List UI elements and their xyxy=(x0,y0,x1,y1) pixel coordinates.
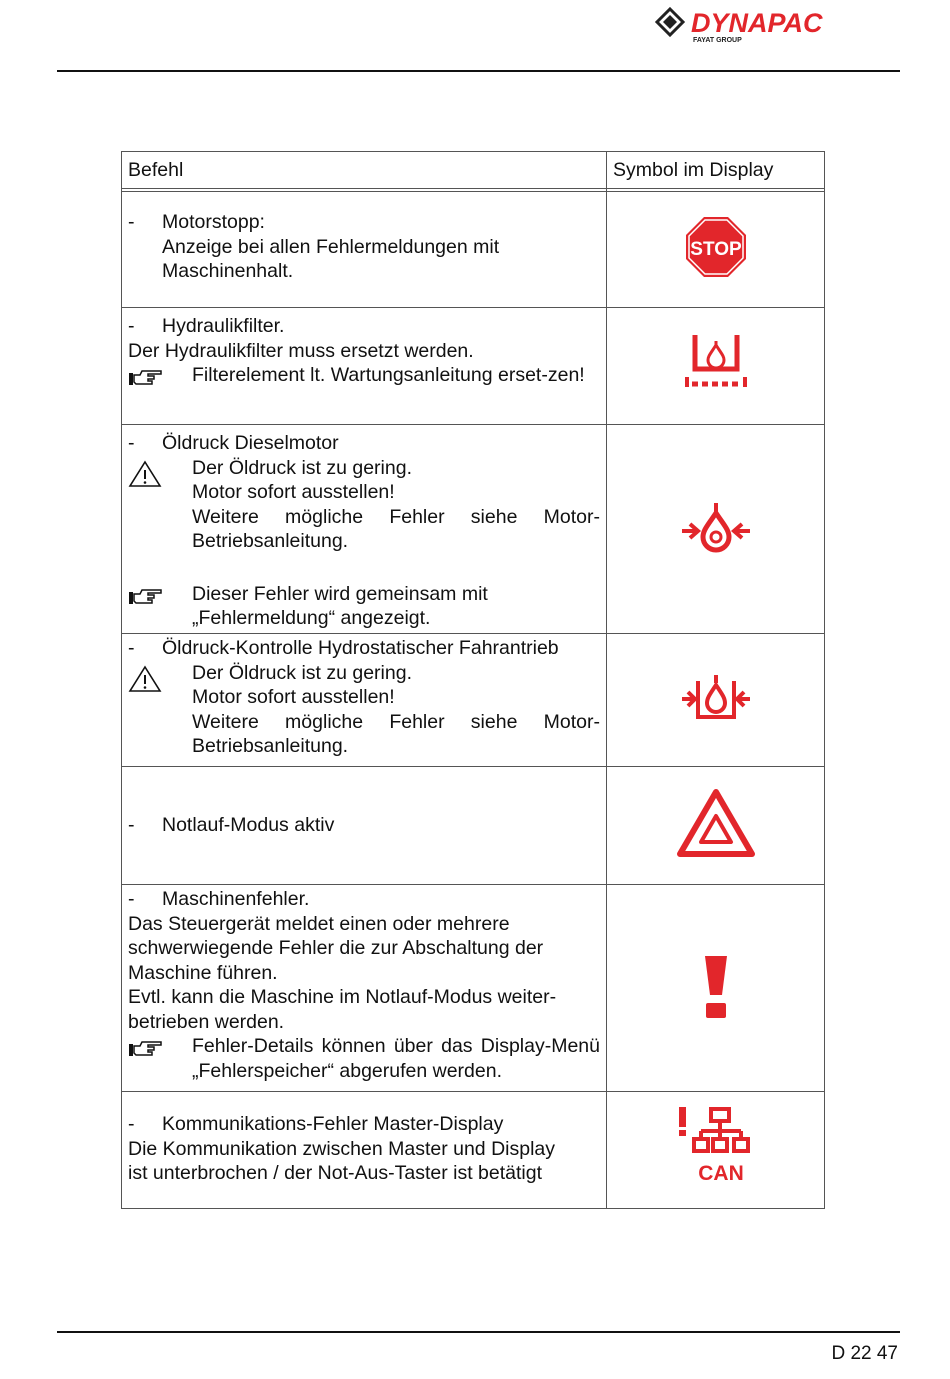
row-title: Öldruck Dieselmotor xyxy=(162,432,339,454)
row-text: Der Hydraulikfilter muss ersetzt werden. xyxy=(128,339,474,362)
row-text: betrieben werden. xyxy=(128,1010,285,1033)
row-text: Maschine führen. xyxy=(128,961,278,984)
svg-text:CAN: CAN xyxy=(697,1161,744,1185)
warning-text: Motor sofort ausstellen! xyxy=(192,481,395,503)
hydraulic-filter-icon xyxy=(681,329,751,399)
exclamation-icon xyxy=(701,953,731,1019)
row-title: Maschinenfehler. xyxy=(162,888,310,910)
row-title: Hydraulikfilter. xyxy=(162,315,285,337)
pointing-hand-icon xyxy=(128,582,192,613)
warning-icon xyxy=(128,661,192,700)
row-text: schwerwiegende Fehler die zur Abschaltung der xyxy=(128,937,544,959)
note-text: Filterelement lt. Wartungsanleitung erset-zen! xyxy=(192,364,585,386)
table-row: - Kommunikations-Fehler Master-Display Die Kommunikation zwischen Master und Display ist unterbrochen / der Not-Aus-Taster ist betätigt CAN xyxy=(122,1092,825,1209)
hazard-triangle-icon xyxy=(676,788,756,858)
table-row xyxy=(122,192,825,308)
row-title: Motorstopp: xyxy=(162,211,265,233)
row-title: Öldruck-Kontrolle Hydrostatischer Fahrantrieb xyxy=(162,637,559,659)
row-text: Evtl. kann die Maschine im Notlauf-Modus weiter- xyxy=(128,986,557,1008)
hydrostatic-oil-pressure-icon xyxy=(680,673,752,723)
can-error-icon xyxy=(671,1103,761,1193)
pointing-hand-icon xyxy=(128,1034,192,1065)
table-header-row xyxy=(122,152,825,189)
warning-text: Weitere mögliche Fehler siehe Motor-Betriebsanleitung. xyxy=(192,710,600,757)
row-text: Maschinenhalt. xyxy=(162,260,294,282)
warning-text: Der Öldruck ist zu gering. xyxy=(192,661,412,684)
logo-subtext: FAYAT GROUP xyxy=(693,37,742,44)
page-number: D 22 47 xyxy=(831,1343,898,1364)
table-row: - Hydraulikfilter. Der Hydraulikfilter muss ersetzt werden. Filterelement lt. Wartungsanleitung erset-zen! xyxy=(122,308,825,425)
note-text: Dieser Fehler wird gemeinsam mit „Fehlermeldung“ angezeigt. xyxy=(192,582,488,629)
table-row: - Notlauf-Modus aktiv xyxy=(122,767,825,885)
engine-oil-pressure-icon xyxy=(680,497,752,557)
pointing-hand-icon xyxy=(128,363,192,394)
note-text: Fehler-Details können über das Display-Menü „Fehlerspeicher“ abgerufen werden. xyxy=(192,1035,600,1082)
row-text: Das Steuergerät meldet einen oder mehrere xyxy=(128,912,510,935)
logo-diamond-icon xyxy=(657,9,683,35)
row-title: Kommunikations-Fehler Master-Display xyxy=(162,1113,504,1135)
dash: - xyxy=(128,211,135,233)
dynapac-logo xyxy=(655,6,905,46)
row-title: Notlauf-Modus aktiv xyxy=(162,814,335,837)
table-row: - Öldruck-Kontrolle Hydrostatischer Fahrantrieb Der Öldruck ist zu gering. Motor sofort ausstellen! Weitere mögliche Fehler siehe Motor-Betriebsanleitung. xyxy=(122,634,825,767)
logo-text: DYNAPAC xyxy=(691,8,823,38)
header-rule xyxy=(57,70,900,72)
stop-icon xyxy=(684,215,748,279)
warning-text: Weitere mögliche Fehler siehe Motor-Betriebsanleitung. xyxy=(192,505,600,552)
table-row: - Maschinenfehler. Das Steuergerät meldet einen oder mehrere schwerwiegende Fehler die zur Abschaltung der Maschine führen. Evtl. kann die Maschine im Notlauf-Modus weiter- betrieben werden. Fehler-Details können über das Display-Menü „Fehlerspeicher“ abgerufen werden. xyxy=(122,885,825,1092)
warning-text: Motor sofort ausstellen! xyxy=(192,686,395,708)
warning-icon xyxy=(128,456,192,495)
row-text: ist unterbrochen / der Not-Aus-Taster ist betätigt xyxy=(128,1162,543,1184)
footer-rule xyxy=(57,1331,900,1333)
svg-text:STOP: STOP xyxy=(689,239,742,260)
row-text: Die Kommunikation zwischen Master und Display xyxy=(128,1137,556,1160)
command-table xyxy=(121,151,825,1209)
row-text: Anzeige bei allen Fehlermeldungen mit xyxy=(162,235,500,258)
header-command: Befehl xyxy=(122,152,607,189)
warning-text: Der Öldruck ist zu gering. xyxy=(192,456,412,479)
header-symbol: Symbol im Display xyxy=(607,152,825,189)
table-row: - Öldruck Dieselmotor Der Öldruck ist zu gering. Motor sofort ausstellen! Weitere mögliche Fehler siehe Motor-Betriebsanleitung. Dieser Fehler wird gemeinsam mit „Fehlermeldung“ angezeigt. xyxy=(122,425,825,634)
